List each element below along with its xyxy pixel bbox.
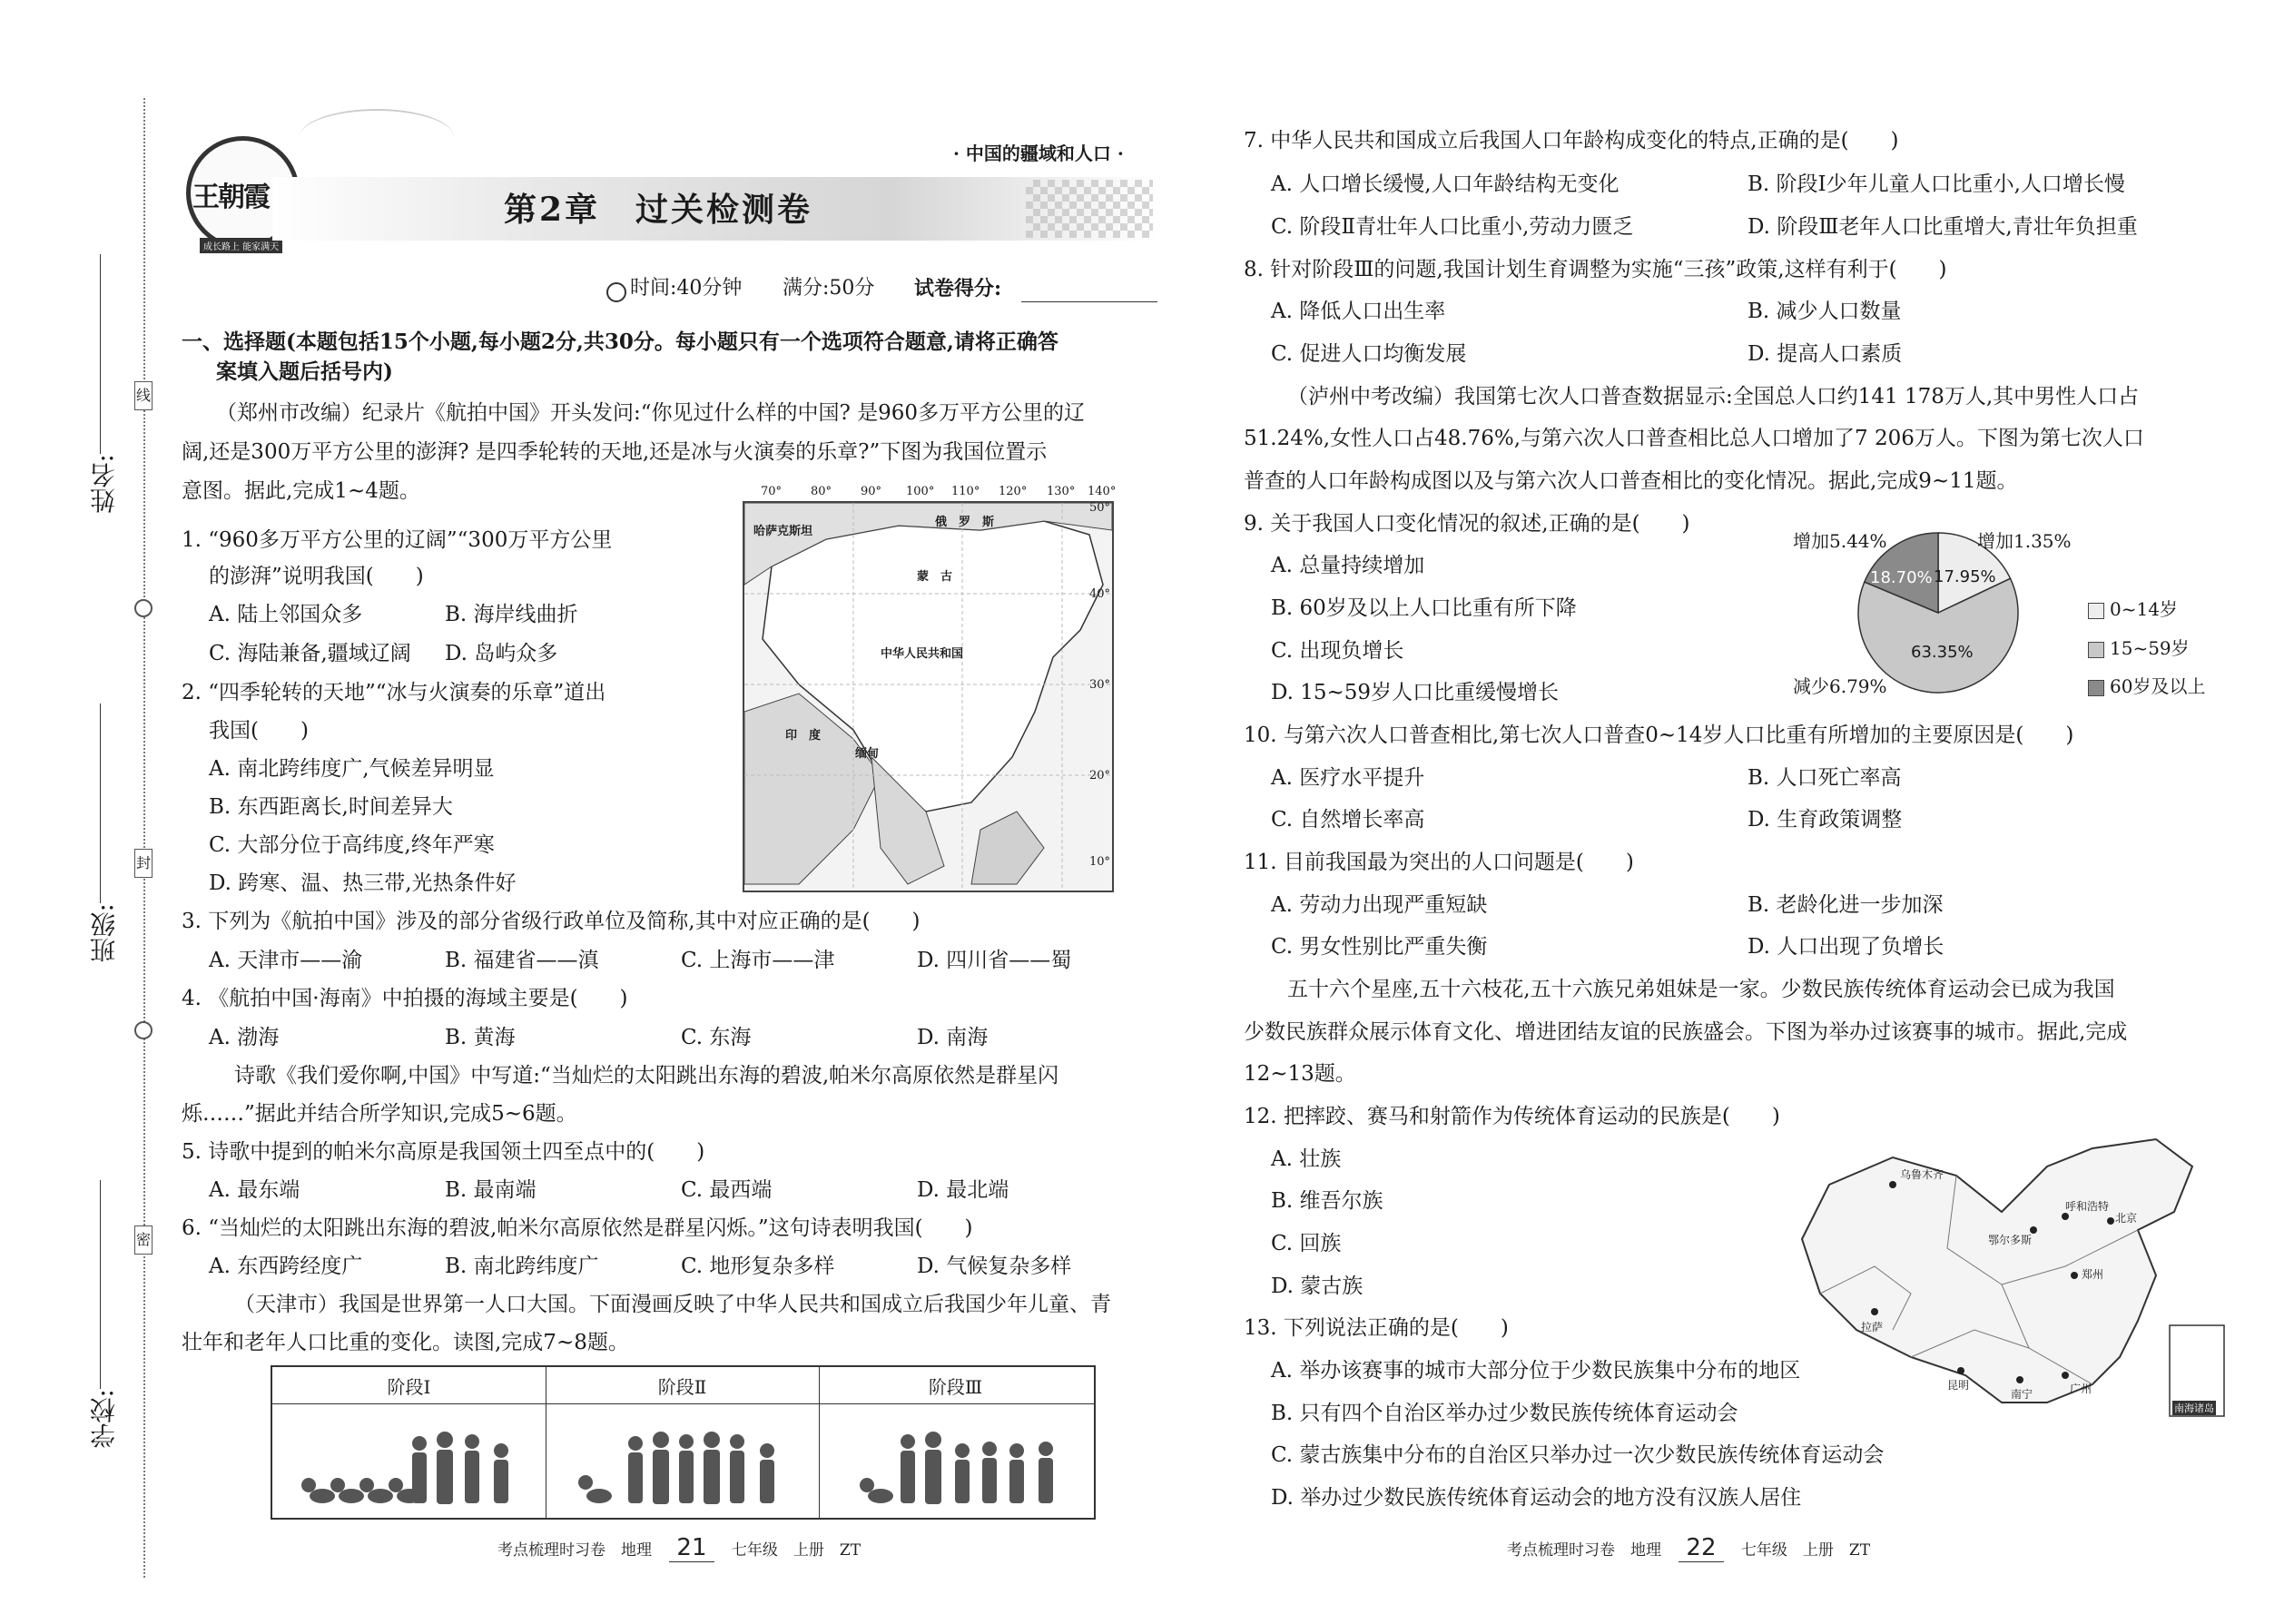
question-12: 12. 把摔跤、赛马和射箭作为传统体育运动的民族是( ) bbox=[1244, 1105, 1780, 1128]
dotted-binding-line bbox=[143, 98, 145, 1578]
q9-option-a[interactable]: A. 总量持续增加 bbox=[1271, 554, 1425, 577]
q7-option-c[interactable]: C. 阶段Ⅱ青壮年人口比重小,劳动力匮乏 bbox=[1271, 215, 1634, 239]
question-10: 10. 与第六次人口普查相比,第七次人口普查0~14岁人口比重有所增加的主要原因是( ) bbox=[1244, 723, 2074, 747]
q6-option-b[interactable]: B. 南北跨纬度广 bbox=[445, 1255, 599, 1278]
question-2-cont: 我国( ) bbox=[209, 719, 309, 743]
q7-option-a[interactable]: A. 人口增长缓慢,人口年龄结构无变化 bbox=[1271, 172, 1620, 196]
q1-option-a[interactable]: A. 陆上邻国众多 bbox=[209, 603, 363, 626]
q2-option-c[interactable]: C. 大部分位于高纬度,终年严寒 bbox=[209, 833, 495, 857]
q4-option-d[interactable]: D. 南海 bbox=[917, 1026, 989, 1049]
footer-right bbox=[1507, 1534, 1870, 1561]
class-label: 班级: bbox=[89, 903, 119, 963]
legend-item-0-14 bbox=[2088, 595, 2178, 621]
question-7: 7. 中华人民共和国成立后我国人口年龄构成变化的特点,正确的是( ) bbox=[1244, 129, 1899, 153]
q2-option-a[interactable]: A. 南北跨纬度广,气候差异明显 bbox=[209, 757, 495, 781]
q10-option-c[interactable]: C. 自然增长率高 bbox=[1271, 808, 1425, 832]
checker-pattern bbox=[1026, 180, 1153, 238]
q9-option-c[interactable]: C. 出现负增长 bbox=[1271, 639, 1404, 663]
q9-option-b[interactable]: B. 60岁及以上人口比重有所下降 bbox=[1271, 596, 1577, 620]
map-city-urumqi: 乌鲁木齐 bbox=[1900, 1168, 1944, 1181]
q8-option-c[interactable]: C. 促进人口均衡发展 bbox=[1271, 342, 1467, 366]
page-number: 21 bbox=[669, 1534, 714, 1562]
q9-option-d[interactable]: D. 15~59岁人口比重缓慢增长 bbox=[1271, 681, 1560, 704]
lon-tick: 140° bbox=[1088, 485, 1117, 498]
host-city-map bbox=[1793, 1130, 2229, 1421]
seal-char-2: 封 bbox=[134, 849, 153, 878]
section-tag: · 中国的疆域和人口 · bbox=[953, 143, 1124, 164]
question-4: 4. 《航拍中国·海南》中拍摄的海域主要是( ) bbox=[182, 987, 628, 1010]
population-silhouettes bbox=[272, 1405, 1094, 1516]
stage-comic-table bbox=[271, 1365, 1096, 1520]
map-city-lhasa: 拉萨 bbox=[1861, 1321, 1884, 1334]
page-number: 22 bbox=[1679, 1534, 1723, 1562]
intro-paragraph: 诗歌《我们爱你啊,中国》中写道:“当灿烂的太阳跳出东海的碧波,帕米尔高原依然是群星闪 bbox=[234, 1064, 1059, 1088]
map-city-kunming: 昆明 bbox=[1947, 1379, 1970, 1392]
pie-annotation-inc-0-14: 增加1.35% bbox=[1977, 530, 2072, 552]
name-line[interactable] bbox=[100, 254, 101, 454]
q2-option-d[interactable]: D. 跨寒、温、热三带,光热条件好 bbox=[209, 871, 517, 895]
seal-char-3: 密 bbox=[134, 1225, 153, 1255]
q5-option-d[interactable]: D. 最北端 bbox=[917, 1178, 1009, 1202]
map-label-mongolia: 蒙 古 bbox=[917, 570, 953, 584]
lat-tick: 40° bbox=[1089, 587, 1111, 601]
lat-tick: 20° bbox=[1089, 769, 1111, 782]
legend-item-60plus bbox=[2088, 672, 2205, 698]
q12-option-c[interactable]: C. 回族 bbox=[1271, 1232, 1342, 1255]
q4-option-c[interactable]: C. 东海 bbox=[681, 1026, 752, 1049]
q11-option-c[interactable]: C. 男女性别比严重失衡 bbox=[1271, 935, 1488, 959]
ribbon-decoration bbox=[300, 109, 454, 165]
name-label: 姓名: bbox=[89, 454, 119, 514]
stage-3-header: 阶段Ⅲ bbox=[928, 1376, 983, 1398]
lon-tick: 120° bbox=[999, 485, 1028, 498]
map-city-beijing: 北京 bbox=[2115, 1212, 2138, 1225]
intro-paragraph: 51.24%,女性人口占48.76%,与第六次人口普查相比总人口增加了7 206万人。下图为第七次人口 bbox=[1244, 427, 2144, 450]
lon-tick: 70° bbox=[761, 485, 783, 498]
question-6: 6. “当灿烂的太阳跳出东海的碧波,帕米尔高原依然是群星闪烁。”这句诗表明我国( ) bbox=[182, 1216, 973, 1240]
lon-tick: 110° bbox=[951, 485, 980, 498]
question-9: 9. 关于我国人口变化情况的叙述,正确的是( ) bbox=[1244, 512, 1690, 536]
q2-option-b[interactable]: B. 东西距离长,时间差异大 bbox=[209, 795, 453, 819]
footer-grade: 七年级 上册 ZT bbox=[731, 1541, 861, 1560]
brand-name: 王朝霞 bbox=[192, 182, 269, 213]
q7-option-d[interactable]: D. 阶段Ⅲ老年人口比重增大,青壮年负担重 bbox=[1748, 215, 2138, 239]
intro-paragraph: 烁……”据此并结合所学知识,完成5~6题。 bbox=[182, 1102, 577, 1126]
brand-subtitle: 成长路上 能家满天 bbox=[200, 238, 282, 253]
map-label-india: 印 度 bbox=[785, 729, 822, 743]
school-label: 学校: bbox=[89, 1389, 119, 1449]
age-structure-pie-chart bbox=[1779, 517, 2233, 699]
map-label-myanmar: 缅甸 bbox=[855, 747, 880, 761]
lat-tick: 50° bbox=[1089, 501, 1111, 515]
question-8: 8. 针对阶段Ⅲ的问题,我国计划生育调整为实施“三孩”政策,这样有利于( ) bbox=[1244, 258, 1947, 281]
question-13: 13. 下列说法正确的是( ) bbox=[1244, 1316, 1509, 1340]
paper-score-field[interactable] bbox=[1021, 301, 1157, 302]
q8-option-d[interactable]: D. 提高人口素质 bbox=[1748, 342, 1903, 366]
legend-label: 60岁及以上 bbox=[2110, 675, 2206, 697]
legend-swatch bbox=[2088, 642, 2104, 658]
stage-1-header: 阶段Ⅰ bbox=[387, 1376, 431, 1398]
q3-option-a[interactable]: A. 天津市——渝 bbox=[209, 949, 363, 972]
lon-tick: 130° bbox=[1047, 485, 1076, 498]
intro-paragraph: （泸州中考改编）我国第七次人口普查数据显示:全国总人口约141 178万人,其中男性人口占 bbox=[1287, 385, 2140, 408]
lon-tick: 100° bbox=[906, 485, 935, 498]
section-heading: 一、选择题(本题包括15个小题,每小题2分,共30分。每小题只有一个选项符合题意,请将正确答 bbox=[182, 330, 1058, 354]
footer-series: 考点梳理时习卷 地理 bbox=[1507, 1541, 1661, 1560]
intro-paragraph: 12~13题。 bbox=[1244, 1062, 1356, 1086]
score-label: 满分:50分 bbox=[783, 277, 875, 300]
map-label-kazakhstan: 哈萨克斯坦 bbox=[753, 525, 813, 538]
map-city-zhengzhou: 郑州 bbox=[2082, 1268, 2104, 1281]
q4-option-b[interactable]: B. 黄海 bbox=[445, 1026, 516, 1049]
footer-left bbox=[497, 1534, 861, 1561]
legend-item-15-59 bbox=[2088, 634, 2190, 660]
legend-swatch bbox=[2088, 603, 2104, 619]
pie-label-0-14: 17.95% bbox=[1934, 567, 1996, 586]
pie-annotation-dec-15-59: 减少6.79% bbox=[1793, 675, 1887, 697]
lon-tick: 80° bbox=[811, 485, 832, 498]
legend-label: 0~14岁 bbox=[2110, 598, 2178, 620]
pie-label-15-59: 63.35% bbox=[1911, 643, 1974, 662]
stage-2-header: 阶段Ⅱ bbox=[657, 1376, 707, 1398]
q4-option-a[interactable]: A. 渤海 bbox=[209, 1026, 280, 1049]
q3-option-d[interactable]: D. 四川省——蜀 bbox=[917, 949, 1072, 972]
q10-option-b[interactable]: B. 人口死亡率高 bbox=[1748, 766, 1902, 790]
q11-option-b[interactable]: B. 老龄化进一步加深 bbox=[1748, 893, 1944, 917]
q7-option-b[interactable]: B. 阶段Ⅰ少年儿童人口比重小,人口增长慢 bbox=[1748, 172, 2125, 196]
q1-option-b[interactable]: B. 海岸线曲折 bbox=[445, 603, 578, 626]
intro-paragraph: 五十六个星座,五十六枝花,五十六族兄弟姐妹是一家。少数民族传统体育运动会已成为我国 bbox=[1287, 978, 2115, 1001]
footer-grade: 七年级 上册 ZT bbox=[1740, 1541, 1871, 1560]
intro-paragraph: 意图。据此,完成1~4题。 bbox=[182, 479, 420, 503]
q6-option-d[interactable]: D. 气候复杂多样 bbox=[917, 1255, 1072, 1278]
map-city-hohhot: 呼和浩特 bbox=[2065, 1200, 2110, 1213]
page-title: 第2章 过关检测卷 bbox=[504, 191, 813, 229]
q6-option-a[interactable]: A. 东西跨经度广 bbox=[209, 1255, 363, 1278]
q3-option-b[interactable]: B. 福建省——滇 bbox=[445, 949, 599, 972]
pie-label-60plus: 18.70% bbox=[1870, 568, 1933, 587]
question-11: 11. 目前我国最为突出的人口问题是( ) bbox=[1244, 851, 1634, 874]
question-1-cont: 的澎湃”说明我国( ) bbox=[209, 565, 424, 588]
q11-option-a[interactable]: A. 劳动力出现严重短缺 bbox=[1271, 893, 1488, 917]
q13-option-a[interactable]: A. 举办该赛事的城市大部分位于少数民族集中分布的地区 bbox=[1271, 1359, 1801, 1383]
footer-series: 考点梳理时习卷 地理 bbox=[497, 1541, 652, 1560]
question-5: 5. 诗歌中提到的帕米尔高原是我国领土四至点中的( ) bbox=[182, 1140, 705, 1164]
map-inset-south-sea: 南海诸岛 bbox=[2174, 1403, 2214, 1414]
ornament-icon bbox=[134, 1021, 153, 1039]
q3-option-c[interactable]: C. 上海市——津 bbox=[681, 949, 835, 972]
section-heading-cont: 案填入题后括号内) bbox=[216, 359, 393, 384]
map-svg bbox=[744, 503, 1112, 891]
map-label-china: 中华人民共和国 bbox=[881, 647, 964, 661]
q8-option-a[interactable]: A. 降低人口出生率 bbox=[1271, 300, 1446, 323]
paper-score-label: 试卷得分: bbox=[914, 277, 1002, 300]
q12-option-a[interactable]: A. 壮族 bbox=[1271, 1147, 1342, 1171]
china-location-map bbox=[743, 501, 1114, 892]
map-label-russia: 俄 罗 斯 bbox=[935, 516, 995, 529]
q1-option-d[interactable]: D. 岛屿众多 bbox=[445, 642, 558, 665]
q13-option-c[interactable]: C. 蒙古族集中分布的自治区只举办过一次少数民族传统体育运动会 bbox=[1271, 1443, 1885, 1467]
q5-option-b[interactable]: B. 最南端 bbox=[445, 1178, 537, 1202]
intro-paragraph: （郑州市改编）纪录片《航拍中国》开头发问:“你见过什么样的中国? 是960多万平方公里的辽 bbox=[216, 401, 1086, 425]
question-3: 3. 下列为《航拍中国》涉及的部分省级行政单位及简称,其中对应正确的是( ) bbox=[182, 910, 921, 933]
question-1: 1. “960多万平方公里的辽阔”“300万平方公里 bbox=[182, 528, 613, 552]
question-2: 2. “四季轮转的天地”“冰与火演奏的乐章”道出 bbox=[182, 681, 606, 704]
school-line[interactable] bbox=[100, 1180, 101, 1389]
q12-option-d[interactable]: D. 蒙古族 bbox=[1271, 1275, 1364, 1298]
legend-label: 15~59岁 bbox=[2110, 637, 2190, 659]
q10-option-a[interactable]: A. 医疗水平提升 bbox=[1271, 766, 1425, 790]
china-map-svg bbox=[1793, 1130, 2229, 1421]
intro-paragraph: （天津市）我国是世界第一人口大国。下面漫画反映了中华人民共和国成立后我国少年儿童、青 bbox=[234, 1293, 1111, 1316]
q13-option-d[interactable]: D. 举办过少数民族传统体育运动会的地方没有汉族人居住 bbox=[1271, 1486, 1802, 1510]
q5-option-c[interactable]: C. 最西端 bbox=[681, 1178, 773, 1202]
lat-tick: 30° bbox=[1089, 678, 1111, 692]
map-city-guangzhou: 广州 bbox=[2070, 1383, 2092, 1395]
legend-swatch bbox=[2088, 680, 2104, 696]
intro-paragraph: 少数民族群众展示体育文化、增进团结友谊的民族盛会。下图为举办过该赛事的城市。据此,完成 bbox=[1244, 1020, 2128, 1044]
seal-char-1: 线 bbox=[134, 381, 153, 410]
pie-annotation-inc-60plus: 增加5.44% bbox=[1793, 530, 1887, 552]
q11-option-d[interactable]: D. 人口出现了负增长 bbox=[1748, 935, 1944, 959]
intro-paragraph: 普查的人口年龄构成图以及与第六次人口普查相比的变化情况。据此,完成9~11题。 bbox=[1244, 469, 2018, 493]
map-city-ordos: 鄂尔多斯 bbox=[1988, 1234, 2033, 1246]
lat-tick: 10° bbox=[1089, 855, 1111, 869]
map-city-nanning: 南宁 bbox=[2011, 1388, 2033, 1401]
class-line[interactable] bbox=[100, 704, 101, 903]
q1-option-c[interactable]: C. 海陆兼备,疆域辽阔 bbox=[209, 642, 411, 665]
time-label: 时间:40分钟 bbox=[630, 277, 743, 300]
q8-option-b[interactable]: B. 减少人口数量 bbox=[1748, 300, 1902, 323]
clock-icon bbox=[606, 282, 626, 302]
q10-option-d[interactable]: D. 生育政策调整 bbox=[1748, 808, 1903, 832]
q5-option-a[interactable]: A. 最东端 bbox=[209, 1178, 300, 1202]
q12-option-b[interactable]: B. 维吾尔族 bbox=[1271, 1189, 1383, 1213]
intro-paragraph: 壮年和老年人口比重的变化。读图,完成7~8题。 bbox=[182, 1331, 629, 1354]
q6-option-c[interactable]: C. 地形复杂多样 bbox=[681, 1255, 835, 1278]
lon-tick: 90° bbox=[861, 485, 882, 498]
q13-option-b[interactable]: B. 只有四个自治区举办过少数民族传统体育运动会 bbox=[1271, 1402, 1738, 1425]
intro-paragraph: 阔,还是300万平方公里的澎湃? 是四季轮转的天地,还是冰与火演奏的乐章?”下图为我国位置示 bbox=[182, 440, 1048, 464]
ornament-icon bbox=[134, 599, 153, 617]
